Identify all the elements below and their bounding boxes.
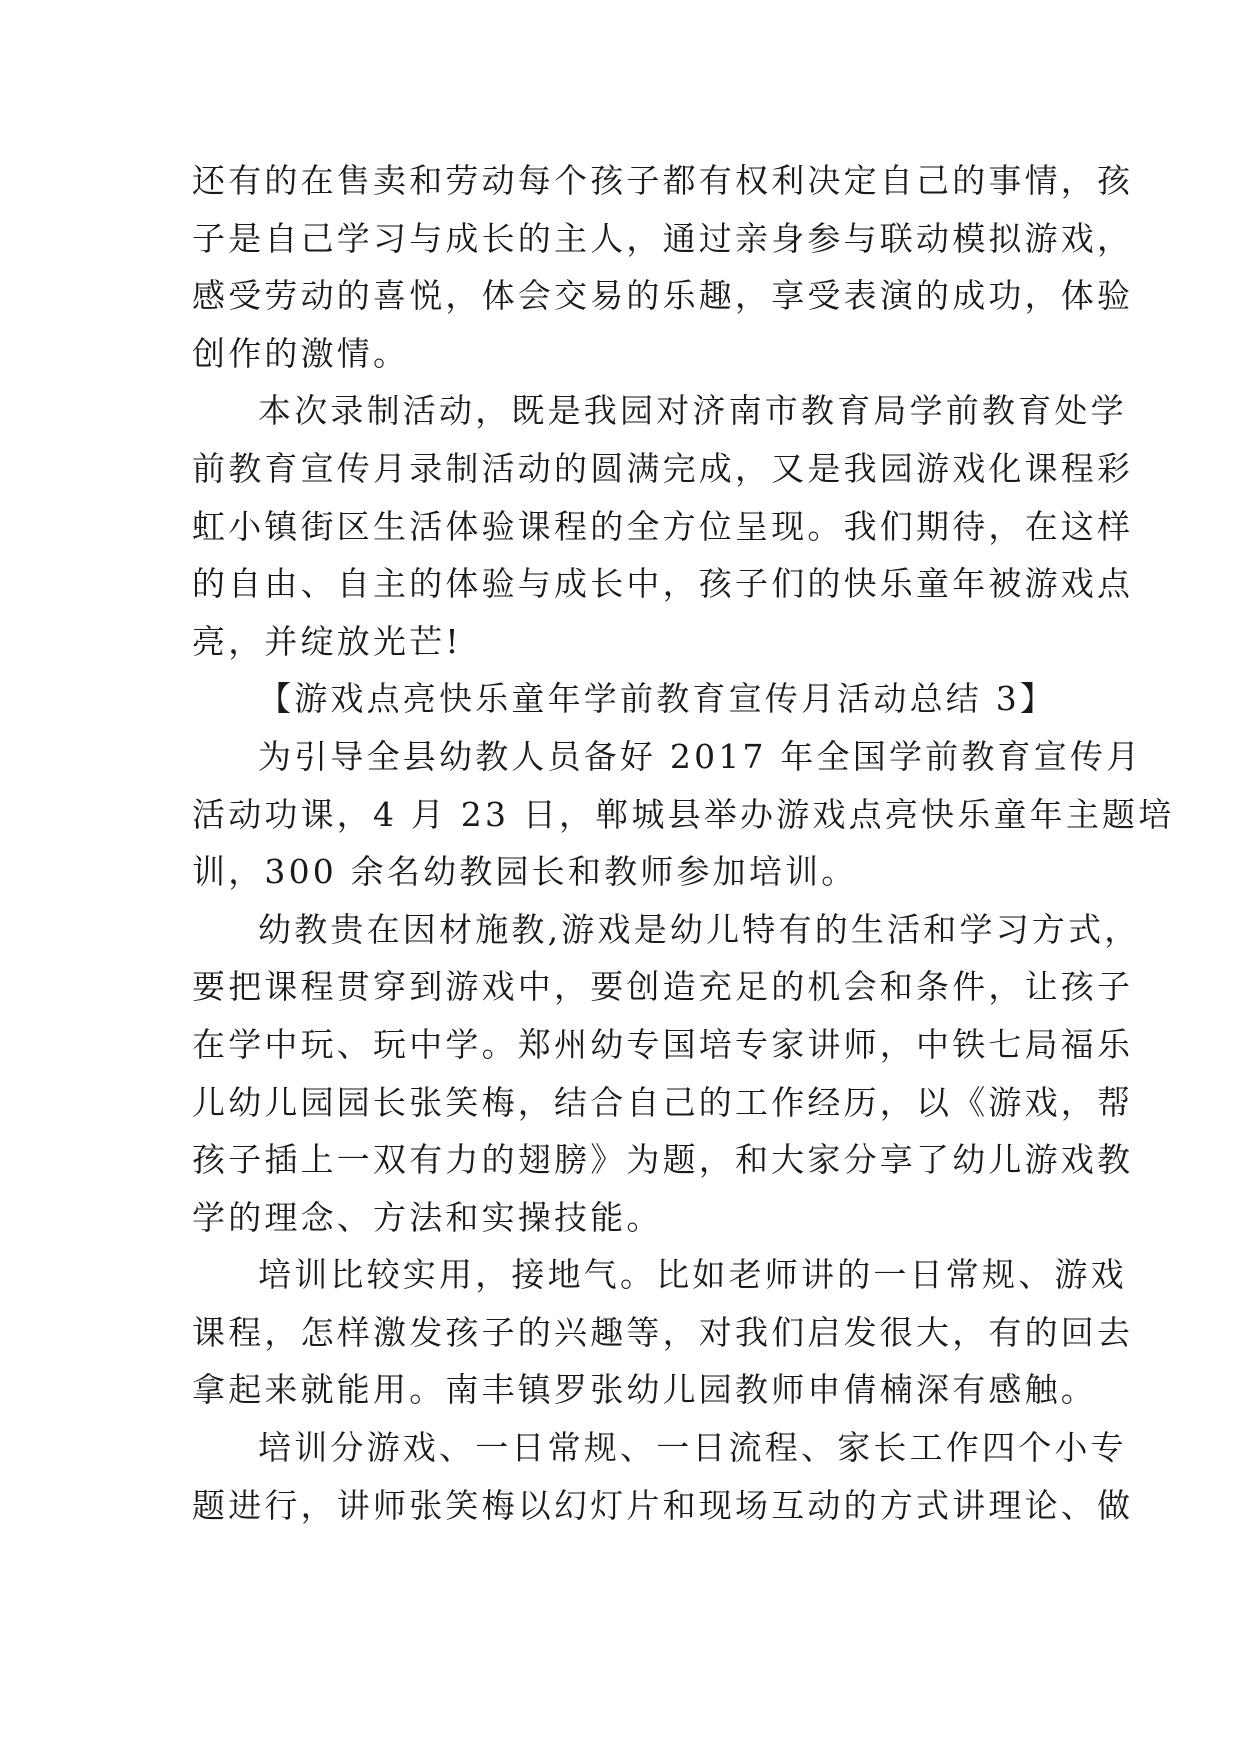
text-line: 感受劳动的喜悦，体会交易的乐趣，享受表演的成功，体验: [192, 276, 1134, 316]
text-line: 课程，怎样激发孩子的兴趣等，对我们启发很大，有的回去: [192, 1312, 1134, 1352]
text-line: 创作的激情。: [192, 333, 410, 373]
text-line: 活动功课，4 月 23 日，郸城县举办游戏点亮快乐童年主题培: [192, 794, 1175, 834]
text-line: 孩子插上一双有力的翅膀》为题，和大家分享了幼儿游戏教: [192, 1140, 1134, 1180]
text-line: 还有的在售卖和劳动每个孩子都有权利决定自己的事情，孩: [192, 161, 1134, 200]
text-line: 要把课程贯穿到游戏中，要创造充足的机会和条件，让孩子: [192, 967, 1134, 1007]
paragraph-first-line: 本次录制活动，既是我园对济南市教育局学前教育处学: [258, 391, 1127, 431]
text-line: 训，300 余名幼教园长和教师参加培训。: [192, 852, 858, 892]
text-line: 拿起来就能用。南丰镇罗张幼儿园教师申倩楠深有感触。: [192, 1370, 1097, 1410]
paragraph-first-line: 幼教贵在因材施教,游戏是幼儿特有的生活和学习方式，: [258, 909, 1141, 949]
text-line: 亮，并绽放光芒!: [192, 621, 462, 661]
text-line: 题进行，讲师张笑梅以幻灯片和现场互动的方式讲理论、做: [192, 1485, 1134, 1525]
paragraph-first-line: 为引导全县幼教人员备好 2017 年全国学前教育宣传月: [258, 736, 1143, 776]
document-body: [192, 152, 1175, 1534]
text-line: 前教育宣传月录制活动的圆满完成，又是我园游戏化课程彩: [192, 448, 1134, 488]
paragraph-first-line: 培训比较实用，接地气。比如老师讲的一日常规、游戏: [258, 1255, 1127, 1295]
text-line: 子是自己学习与成长的主人，通过亲身参与联动模拟游戏，: [192, 218, 1134, 258]
section-heading: 【游戏点亮快乐童年学前教育宣传月活动总结 3】: [258, 679, 1057, 719]
text-line: 在学中玩、玩中学。郑州幼专国培专家讲师，中铁七局福乐: [192, 1024, 1134, 1064]
text-line: 虹小镇街区生活体验课程的全方位呈现。我们期待，在这样: [192, 506, 1134, 546]
text-line: 学的理念、方法和实操技能。: [192, 1197, 663, 1237]
text-line: 儿幼儿园园长张笑梅，结合自己的工作经历，以《游戏，帮: [192, 1082, 1134, 1122]
text-line: 的自由、自主的体验与成长中，孩子们的快乐童年被游戏点: [192, 564, 1134, 604]
paragraph-first-line: 培训分游戏、一日常规、一日流程、家长工作四个小专: [258, 1428, 1127, 1468]
